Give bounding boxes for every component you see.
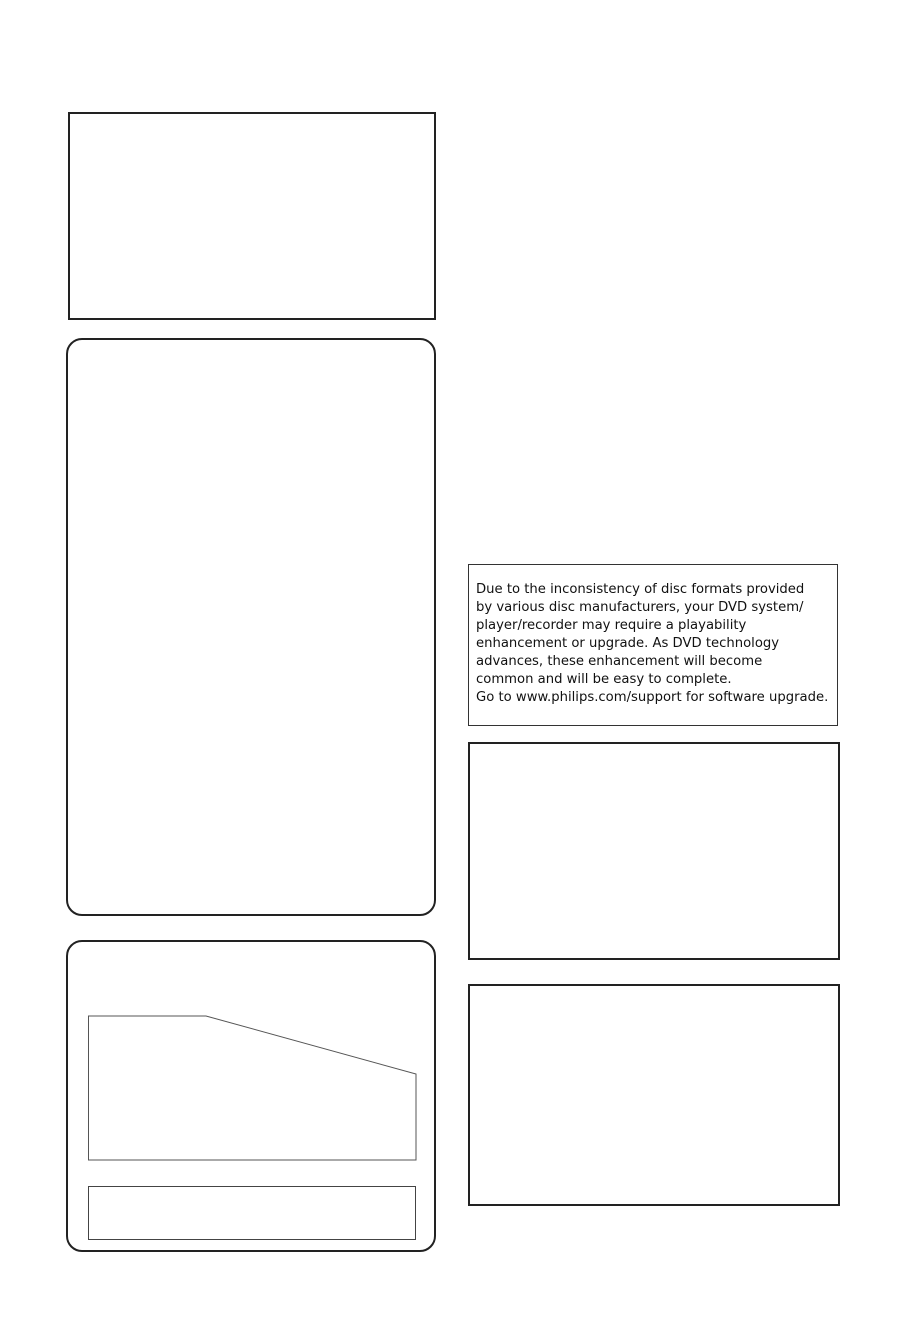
notice-line: common and will be easy to complete. xyxy=(476,672,732,687)
notice-line: player/recorder may require a playability xyxy=(476,618,747,633)
empty-notice-box-right-middle xyxy=(468,742,840,960)
notice-line: advances, these enhancement will become xyxy=(476,654,763,669)
empty-notice-box-right-bottom xyxy=(468,984,840,1206)
empty-rounded-panel xyxy=(66,338,436,916)
label-panel xyxy=(66,940,436,1252)
empty-notice-box-top-left xyxy=(68,112,436,320)
software-upgrade-notice xyxy=(468,564,838,726)
notice-line: enhancement or upgrade. As DVD technology xyxy=(476,636,780,651)
label-outline-shape xyxy=(88,1012,418,1162)
notice-line: Due to the inconsistency of disc formats provided xyxy=(476,582,805,597)
label-text-box xyxy=(88,1186,416,1240)
notice-line: by various disc manufacturers, your DVD system/ xyxy=(476,600,804,615)
notice-line: Go to www.philips.com/support for software upgrade. xyxy=(476,690,829,705)
